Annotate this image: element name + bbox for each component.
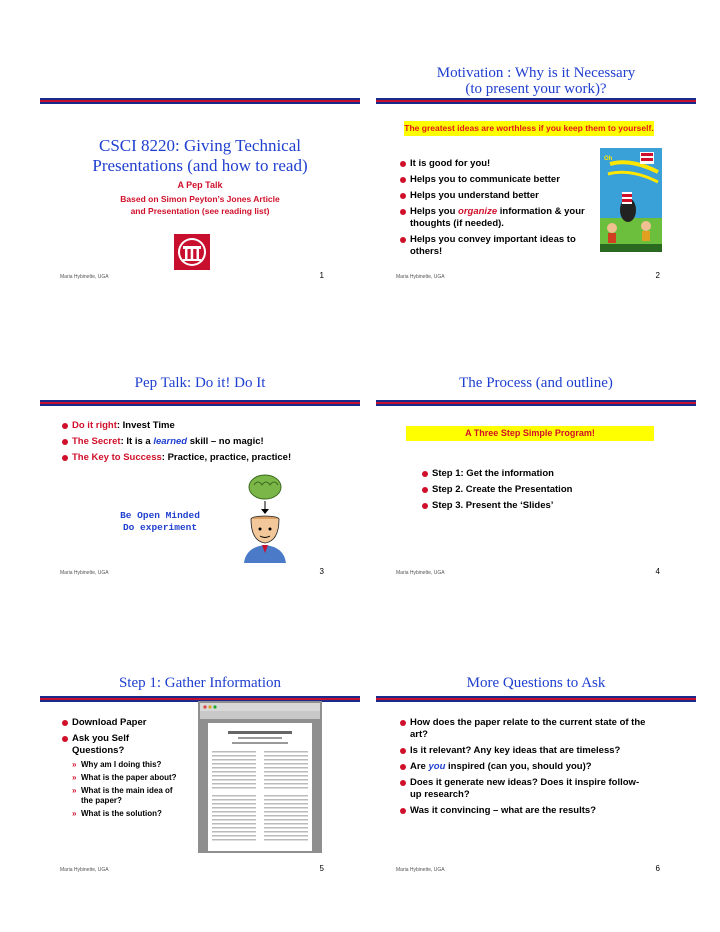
emphasis: you (428, 761, 446, 772)
list-item: Is it relevant? Any key ideas that are timeless? (400, 745, 650, 757)
bullet-list (400, 717, 650, 821)
title-bar (376, 400, 696, 406)
list-item: The Secret: It is a learned skill – no magic! (62, 436, 352, 448)
slide-title: The Process (and outline) (459, 375, 613, 391)
bullet-list (62, 420, 352, 468)
footer-author: Maria Hybinette, UGA (60, 570, 109, 576)
page-number: 1 (319, 271, 324, 280)
title-bar (376, 696, 696, 702)
emphasis: learned (153, 436, 188, 447)
list-item: Does it generate new ideas? Does it inspire follow-up research? (400, 777, 650, 801)
slide-title: Step 1: Gather Information (118, 675, 282, 691)
footer-author: Maria Hybinette, UGA (60, 867, 109, 873)
slide-title-line-2: (to present your work)? (465, 81, 607, 97)
mono-line-2: Do experiment (122, 522, 198, 533)
page-number: 6 (655, 864, 660, 873)
mono-line-1: Be Open Minded (120, 510, 200, 521)
sub-list (72, 760, 182, 819)
list-item: Was it convincing – what are the results? (400, 805, 650, 817)
page-number: 3 (319, 567, 324, 576)
footer-author: Maria Hybinette, UGA (396, 570, 445, 576)
list-item: How does the paper relate to the current state of the art? (400, 717, 650, 741)
list-item: Helps you understand better (400, 190, 600, 202)
sub-item: » What is the solution? (72, 809, 182, 819)
list-item: Step 3. Present the ‘Slides’ (422, 500, 652, 512)
sub-item: » What is the main idea of the paper? (72, 786, 182, 806)
page-number: 5 (319, 864, 324, 873)
slide-2 (376, 50, 696, 300)
steps-list (422, 468, 652, 516)
emphasis: organize (458, 206, 498, 217)
paper-screenshot-window (198, 701, 322, 853)
slide-6 (376, 665, 696, 915)
slide-title: CSCI 8220: Giving Technical Presentations (and how to read) (92, 136, 308, 175)
list-item: Do it right: Invest Time (62, 420, 352, 432)
list-item: Step 2. Create the Presentation (422, 484, 652, 496)
list-item: Are you inspired (can you, should you)? (400, 761, 650, 773)
list-item: The Key to Success: Practice, practice, practice! (62, 452, 352, 464)
sub-item: » What is the paper about? (72, 773, 182, 783)
open-head-brain-illustration (230, 473, 300, 563)
sub-item: » Why am I doing this? (72, 760, 182, 770)
footer-author: Maria Hybinette, UGA (396, 867, 445, 873)
list-item: Step 1: Get the information (422, 468, 652, 480)
footer-author: Maria Hybinette, UGA (60, 274, 109, 280)
list-item: Helps you to communicate better (400, 174, 600, 186)
bullet-list (62, 717, 182, 823)
title-bar (40, 400, 360, 406)
slide-subtitle: A Pep Talk (177, 180, 223, 190)
title-bar (376, 98, 696, 104)
based-on-line-1: Based on Simon Peyton’s Jones Article (120, 194, 280, 204)
uga-arch-logo-icon (174, 234, 210, 270)
slide-5 (40, 665, 360, 915)
title-bar (40, 98, 360, 104)
list-item: It is good for you! (400, 158, 600, 170)
list-item: Ask you Self Questions? » Why am I doing this? » What is the paper about? » What is the main idea of the paper? » What is the solution? (62, 733, 182, 819)
list-item: Helps you organize information & your thoughts (if needed). (400, 206, 600, 230)
book-cover-illustration (600, 148, 662, 252)
program-banner: A Three Step Simple Program! (406, 426, 654, 441)
page-number: 2 (655, 271, 660, 280)
slide-4 (376, 360, 696, 610)
quote-banner: The greatest ideas are worthless if you keep them to yourself. (404, 121, 654, 136)
slide-3 (40, 360, 360, 610)
slide-1 (40, 50, 360, 300)
list-item: Helps you convey important ideas to others! (400, 234, 600, 258)
svg-text:Oh: Oh (604, 156, 613, 162)
footer-author: Maria Hybinette, UGA (396, 274, 445, 280)
page-number: 4 (655, 567, 660, 576)
slide-title-line-1: Motivation : Why is it Necessary (436, 65, 636, 81)
bullet-list (400, 158, 600, 262)
slide-title: Pep Talk: Do it! Do It (134, 375, 266, 391)
list-item: Download Paper (62, 717, 182, 729)
slide-title: More Questions to Ask (466, 675, 606, 691)
based-on-line-2: and Presentation (see reading list) (130, 206, 270, 216)
